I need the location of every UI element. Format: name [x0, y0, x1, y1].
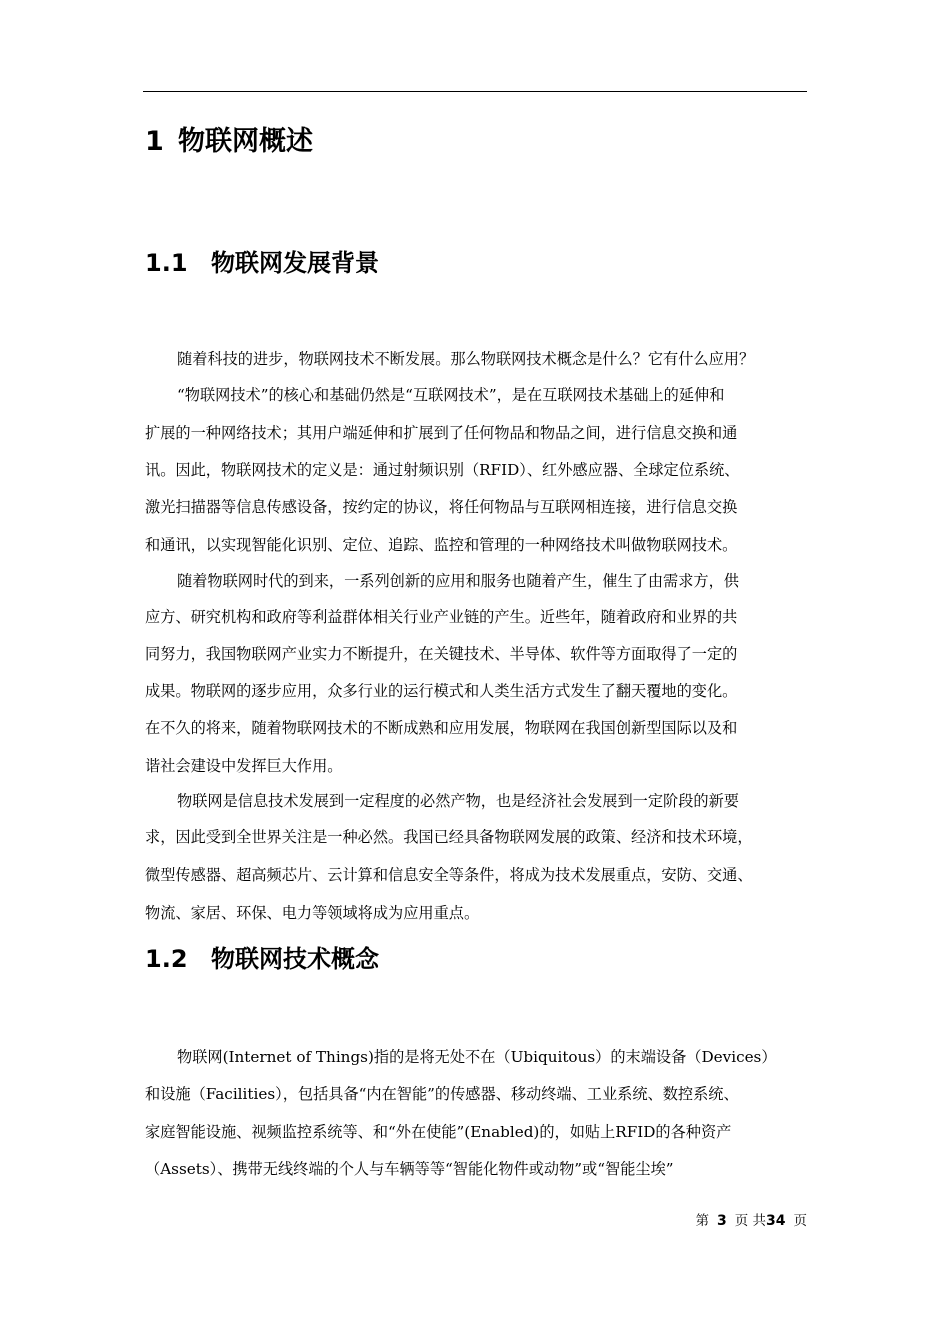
paragraph-line: 扩展的一种网络技术；其用户端延伸和扩展到了任何物品和物品之间，进行信息交换和通 — [145, 424, 738, 442]
section-number: 1.2 — [145, 945, 188, 973]
paragraph-line: 求，因此受到全世界关注是一种必然。我国已经具备物联网发展的政策、经济和技术环境， — [145, 828, 753, 846]
footer-middle: 页 共 — [734, 1213, 767, 1229]
chapter-number: 1 — [145, 126, 164, 157]
paragraph-line: （Assets）、携带无线终端的个人与车辆等等“智能化物件或动物”或“智能尘埃” — [145, 1160, 674, 1178]
total-page-count: 34 — [766, 1213, 786, 1229]
paragraph-line: 物流、家居、环保、电力等领域将成为应用重点。 — [145, 904, 480, 922]
chapter-title: 物联网概述 — [178, 126, 313, 157]
section-title: 物联网发展背景 — [211, 249, 379, 277]
section-number: 1.1 — [145, 249, 188, 277]
footer-prefix: 第 — [695, 1213, 709, 1229]
chapter-heading — [145, 122, 313, 162]
paragraph-line: 在不久的将来，随着物联网技术的不断成熟和应用发展，物联网在我国创新型国际以及和 — [145, 719, 738, 737]
paragraph-line: 激光扫描器等信息传感设备，按约定的协议，将任何物品与互联网相连接，进行信息交换 — [145, 498, 738, 516]
current-page-number: 3 — [716, 1213, 727, 1229]
paragraph-line: 物联网是信息技术发展到一定程度的必然产物，也是经济社会发展到一定阶段的新要 — [177, 792, 739, 810]
paragraph-line: 随着科技的进步，物联网技术不断发展。那么物联网技术概念是什么？它有什么应用？ — [177, 350, 755, 368]
paragraph-line: 同努力，我国物联网产业实力不断提升，在关键技术、半导体、软件等方面取得了一定的 — [145, 645, 738, 663]
paragraph-line: 成果。物联网的逐步应用，众多行业的运行模式和人类生活方式发生了翻天覆地的变化。 — [145, 682, 738, 700]
paragraph-line: 谐社会建设中发挥巨大作用。 — [145, 757, 343, 775]
paragraph-line: 物联网(Internet of Things)指的是将无处不在（Ubiquitous）的末端设备（Devices） — [177, 1048, 777, 1066]
section-title: 物联网技术概念 — [211, 945, 379, 973]
section-1-1-heading — [145, 245, 379, 281]
paragraph-line: 讯。因此，物联网技术的定义是：通过射频识别（RFID）、红外感应器、全球定位系统、 — [145, 461, 740, 479]
page-footer — [695, 1211, 807, 1231]
paragraph-line: 家庭智能设施、视频监控系统等、和“外在使能”(Enabled)的，如贴上RFID的各种资产 — [145, 1123, 732, 1141]
paragraph-line: 和通讯，以实现智能化识别、定位、追踪、监控和管理的一种网络技术叫做物联网技术。 — [145, 536, 738, 554]
paragraph-line: 和设施（Facilities），包括具备“内在智能”的传感器、移动终端、工业系统、数控系统、 — [145, 1085, 739, 1103]
paragraph-line: 微型传感器、超高频芯片、云计算和信息安全等条件，将成为技术发展重点，安防、交通、 — [145, 866, 753, 884]
section-1-2-heading — [145, 941, 379, 977]
footer-suffix: 页 — [793, 1213, 807, 1229]
paragraph-line: 应方、研究机构和政府等利益群体相关行业产业链的产生。近些年，随着政府和业界的共 — [145, 608, 738, 626]
paragraph-line: 随着物联网时代的到来，一系列创新的应用和服务也随着产生，催生了由需求方，供 — [177, 572, 739, 590]
paragraph-line: “物联网技术”的核心和基础仍然是“互联网技术”，是在互联网技术基础上的延伸和 — [177, 386, 725, 404]
header-rule — [143, 91, 807, 92]
